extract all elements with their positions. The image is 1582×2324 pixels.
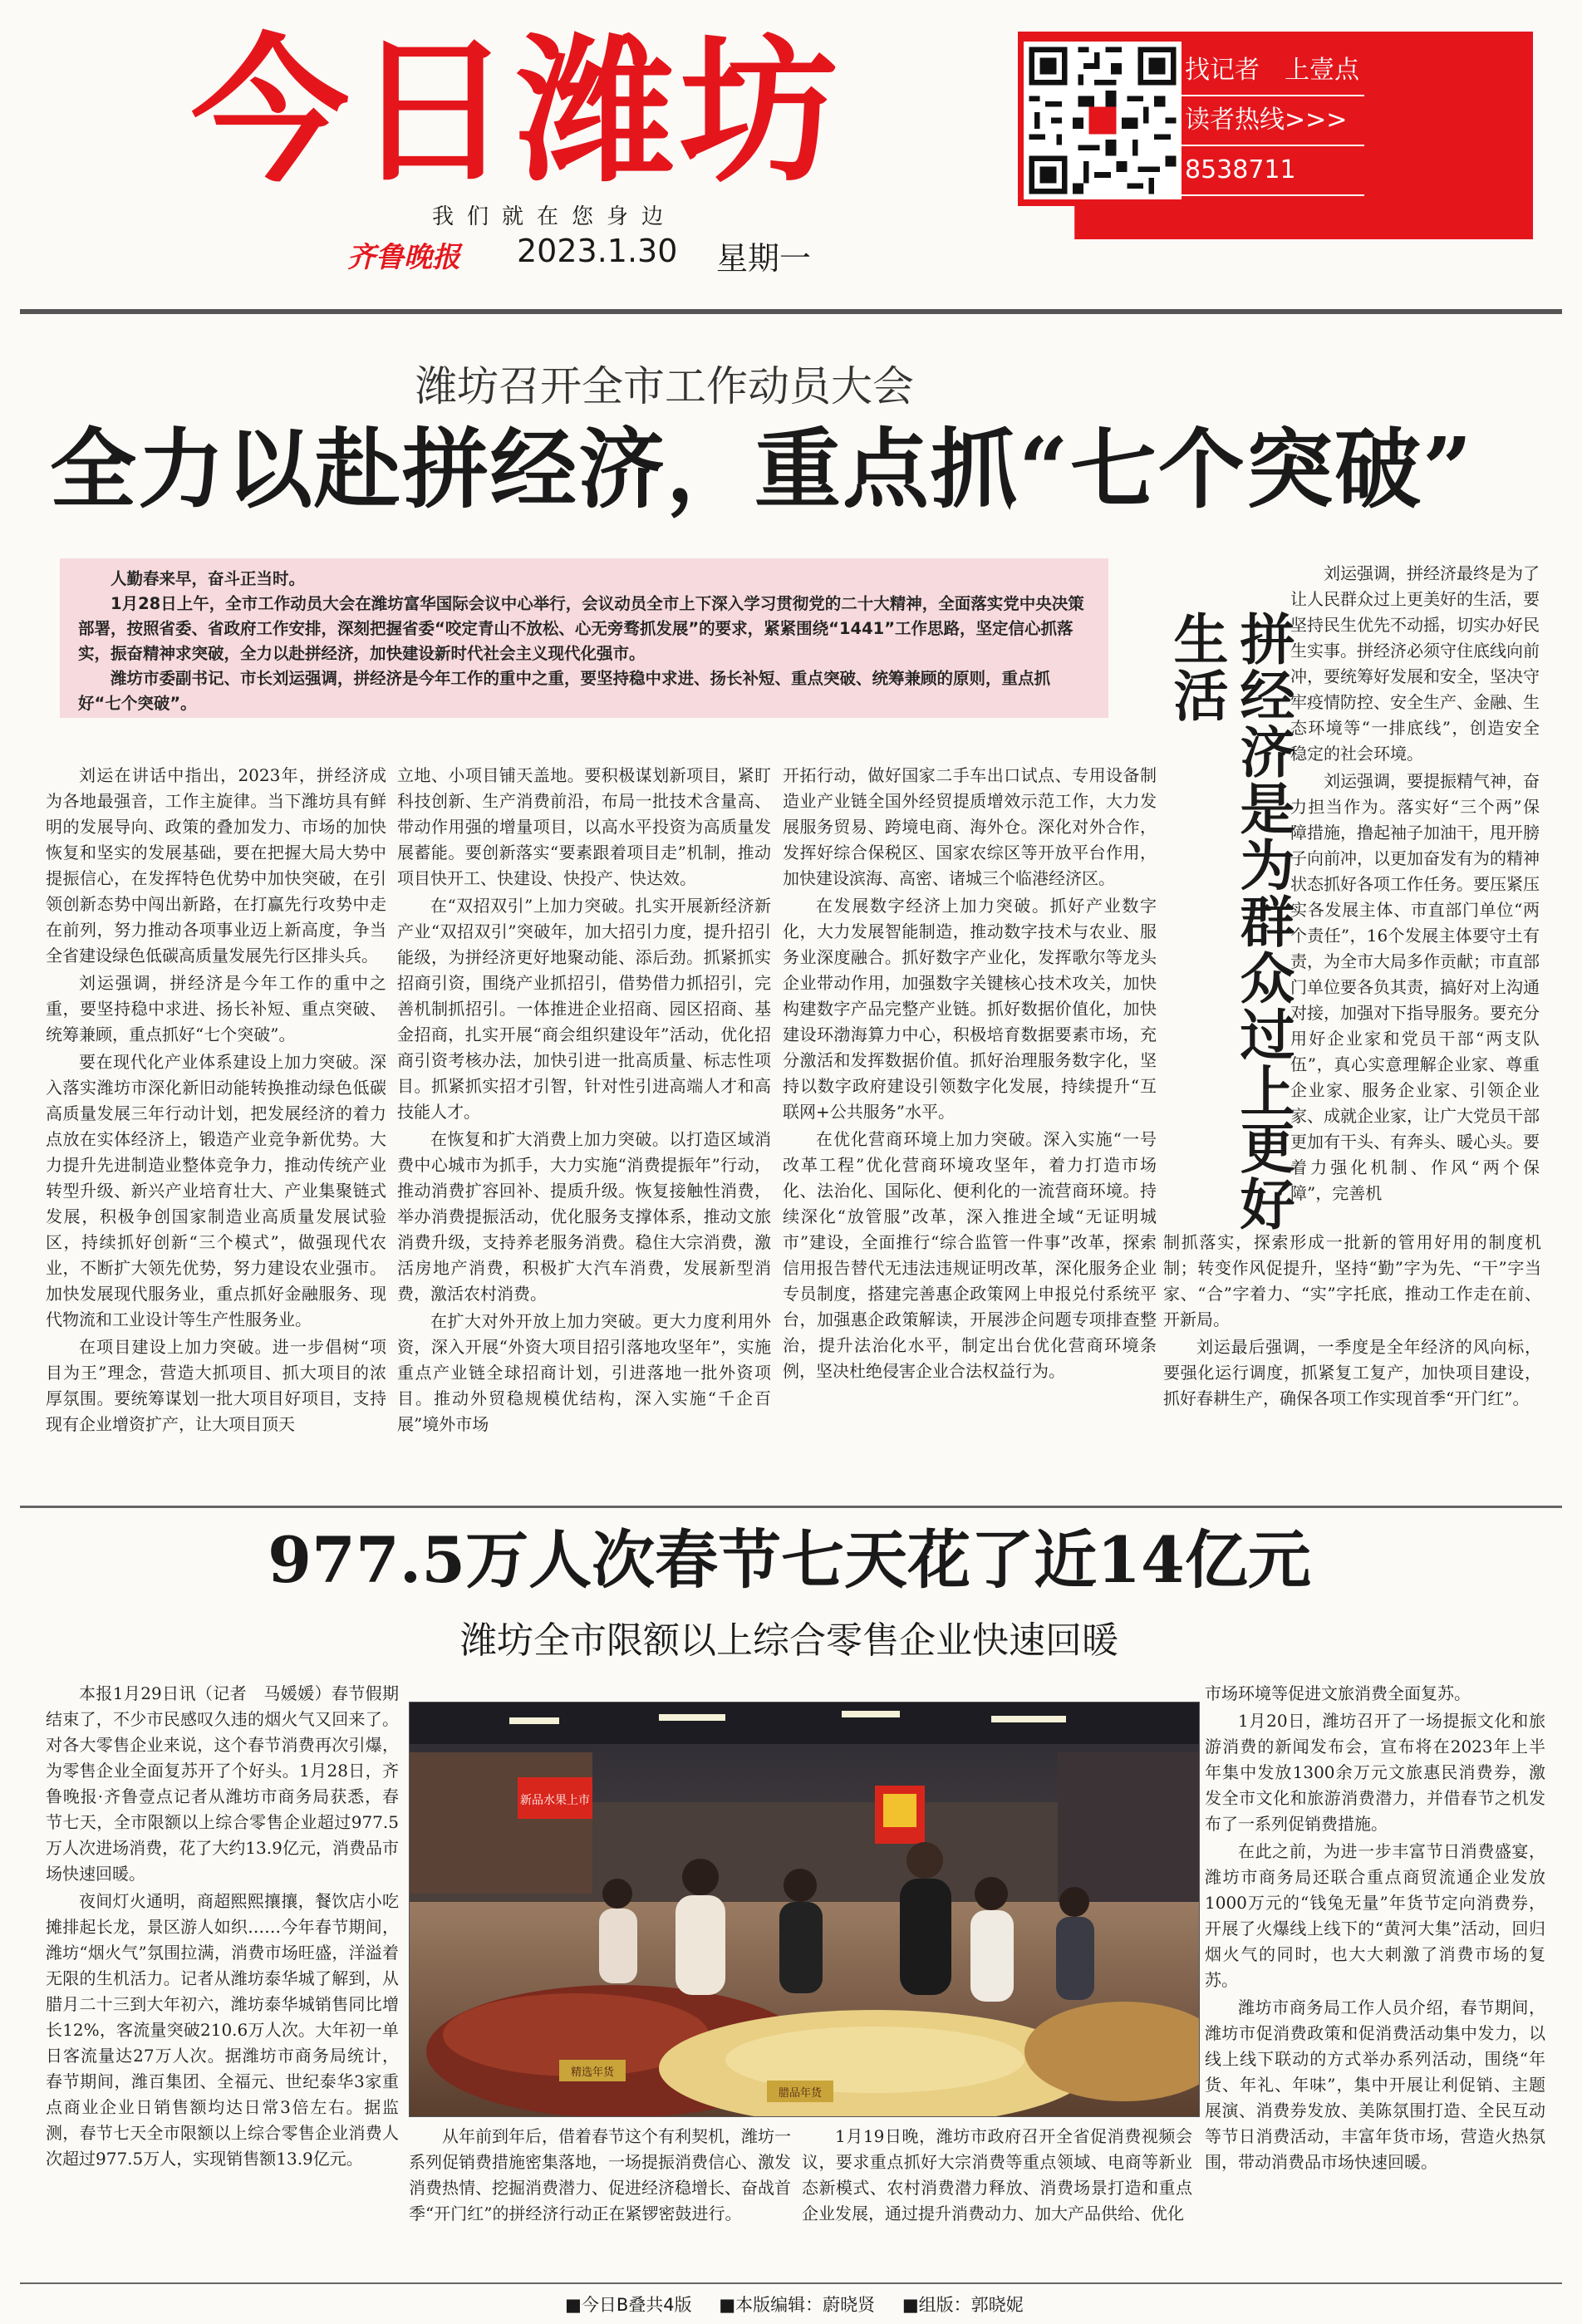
photo-sign-new-year-goods: 精选年货 <box>570 2066 615 2079</box>
lead-column-3 <box>783 763 1157 1386</box>
vertical-subheadline: 拼经济是为群众过上更好生活 <box>1164 611 1295 1232</box>
article-paragraph: 市场环境等促进文旅消费全面复苏。 <box>1205 1683 1471 1703</box>
footer-editor: ■本版编辑：蔚晓贤 <box>719 2295 876 2315</box>
reader-hotline <box>1180 47 1364 196</box>
article-paragraph: 在恢复和扩大消费上加力突破。以打造区域消费中心城市为抓手，大力实施“消费提振年”行动，推动消费扩容回补、提质升级。恢复接触性消费，举办消费提振活动，优化服务支撑体系，推动文旅消费升级，支持养老服务消费。稳住大宗消费，激活房地产消费，积极扩大汽车消费，发展新型消费，激活农村消费。 <box>397 1129 771 1304</box>
article-paragraph: 1月19日晚，潍坊市政府召开全省促消费视频会议，要求重点抓好大宗消费等重点领域、电商等新业态新模式、农村消费潜力释放、消费场景打造和重点企业发展，通过提升消费动力、加大产品供给、优化 <box>802 2126 1192 2223</box>
article-paragraph: 潍坊市商务局工作人员介绍，春节期间，潍坊市促消费政策和促消费活动集中发力，以线上线下联动的方式举办系列活动，围绕“年货、年礼、年味”，集中开展让利促销、主题展演、消费券发放、美陈氛围打造、全民互动等节日消费活动，丰富年货市场，营造火热氛围，带动消费品市场快速回暖。 <box>1205 1997 1545 2172</box>
lead-kicker: 潍坊召开全市工作动员大会 <box>415 362 914 410</box>
section-divider <box>20 1506 1562 1508</box>
masthead-slogan: 我们就在您身边 <box>432 204 677 229</box>
photo-sign-new-fruit: 新品水果上市 <box>520 1794 590 1807</box>
lead-column-2 <box>397 763 771 1439</box>
second-subheadline: 潍坊全市限额以上综合零售企业快速回暖 <box>460 1619 1118 1662</box>
article-paragraph: 在“双招双引”上加力突破。扎实开展新经济新产业“双招双引”突破年，加大招引力度，提升招引能级，为拼经济更好地聚动能、添后劲。抓紧抓实招商引资，围绕产业抓招引，借势借力抓招引，完善机制抓招引。一体推进企业招商、园区招商、基金招商，扎实开展“商会组织建设年”活动，优化招商引资考核办法，加快引进一批高质量、标志性项目。抓紧抓实招才引智，针对性引进高端人才和高技能人才。 <box>397 896 771 1122</box>
second-column-right <box>1205 1681 1545 2177</box>
article-paragraph: 立地、小项目铺天盖地。要积极谋划新项目，紧盯科技创新、生产消费前沿，布局一批技术含量高、带动作用强的增量项目，以高水平投资为高质量发展蓄能。要创新落实“要素跟着项目走”机制，推动项目快开工、快建设、快投产、快达效。 <box>397 765 771 888</box>
photo-sign-cured-goods: 腊品年货 <box>778 2087 823 2100</box>
article-paragraph: 开拓行动，做好国家二手车出口试点、专用设备制造业产业链全国外经贸提质增效示范工作，大力发展服务贸易、跨境电商、海外仓。深化对外合作，发挥好综合保税区、国家农综区等开放平台作用，加快建设滨海、高密、诸城三个临港经济区。 <box>783 765 1157 888</box>
footer-layout: ■组版：郭晓妮 <box>902 2295 1024 2315</box>
supermarket-photo <box>409 1702 1200 2117</box>
contact-line-3[interactable]: 8538711 <box>1180 146 1364 196</box>
article-paragraph: 要在现代化产业体系建设上加力突破。深入落实潍坊市深化新旧动能转换推动绿色低碳高质量发展三年行动计划，把发展经济的着力点放在实体经济上，锻造产业竞争新优势。大力提升先进制造业整体竞争力，推动传统产业转型升级、新兴产业培育壮大、产业集聚链式发展，积极争创国家制造业高质量发展试验区，持续抓好创新“三个模式”，做强现代农业，不断扩大领先优势，努力建设农业强市。加快发展现代服务业，重点抓好金融服务、现代物流和工业设计等生产性服务业。 <box>46 1052 386 1329</box>
lead-right-column <box>1290 561 1540 1208</box>
second-column-below-photo-2 <box>802 2124 1192 2228</box>
article-paragraph: 刘运强调，拼经济是今年工作的重中之重，要坚持稳中求进、扬长补短、重点突破、统筹兼顾，重点抓好“七个突破”。 <box>46 973 386 1044</box>
lead-summary-paragraph: 人勤春来早，奋斗正当时。 <box>111 569 306 588</box>
lead-summary-paragraph: 潍坊市委副书记、市长刘运强调，拼经济是今年工作的重中之重，要坚持稳中求进、扬长补短、重点突破、统筹兼顾的原则，重点抓好“七个突破”。 <box>78 669 1051 713</box>
page-footer <box>565 2292 1045 2317</box>
masthead-title: 今日潍坊 <box>191 20 843 204</box>
issue-date: 2023.1.30 <box>517 233 678 269</box>
article-paragraph: 在项目建设上加力突破。进一步倡树“项目为王”理念，营造大抓项目、抓大项目的浓厚氛围。要统筹谋划一批大项目好项目，支持现有企业增资扩产，让大项目顶天 <box>46 1337 386 1434</box>
second-column-below-photo-1 <box>409 2124 791 2228</box>
brand-logo: 齐鲁晚报 <box>347 241 460 274</box>
article-paragraph: 从年前到年后，借着春节这个有利契机，潍坊一系列促销费措施密集落地，一场提振消费信心、激发消费热情、挖掘消费潜力、促进经济稳增长、奋战首季“开门红”的拼经济行动正在紧锣密鼓进行。 <box>409 2126 791 2223</box>
article-paragraph: 在发展数字经济上加力突破。抓好产业数字化，大力发展智能制造，推动数字技术与农业、服务业深度融合。抓好数字产业化，发挥歌尔等龙头企业带动作用，加强数字关键核心技术攻关，加快构建数字产品完整产业链。抓好数据价值化，加快建设环渤海算力中心，积极培育数据要素市场，充分激活和发挥数据价值。抓好治理服务数字化，坚持以数字政府建设引领数字化发展，持续提升“互联网+公共服务”水平。 <box>783 896 1157 1122</box>
second-headline: 977.5万人次春节七天花了近14亿元 <box>268 1523 1311 1597</box>
article-paragraph: 在此之前，为进一步丰富节日消费盛宴，潍坊市商务局还联合重点商贸流通企业发放1000万元的“钱兔无量”年货节定向消费券，开展了火爆线上线下的“黄河大集”活动，回归烟火气的同时，也大大刺激了消费市场的复苏。 <box>1205 1841 1545 1990</box>
lead-summary-paragraph: 1月28日上午，全市工作动员大会在潍坊富华国际会议中心举行，会议动员全市上下深入学习贯彻党的二十大精神，全面落实党中央决策部署，按照省委、省政府工作安排，深刻把握省委“咬定青山不放松、心无旁骛抓发展”的要求，紧紧围绕“1441”工作思路，坚定信心抓落实，振奋精神求突破，全力以赴拼经济，加快建设新时代社会主义现代化强市。 <box>78 594 1084 663</box>
lead-headline: 全力以赴拼经济，重点抓“七个突破” <box>50 418 1474 520</box>
lead-summary-box <box>60 558 1108 718</box>
article-paragraph: 本报1月29日讯（记者 马媛媛）春节假期结束了，不少市民感叹久违的烟火气又回来了。对各大零售企业来说，这个春节消费再次引爆，为零售企业全面复苏开了个好头。1月28日，齐鲁晚报·齐鲁壹点记者从潍坊市商务局获悉，春节七天，全市限额以上综合零售企业超过977.5万人次进场消费，花了大约13.9亿元，消费品市场快速回暖。 <box>46 1683 399 1884</box>
article-paragraph: 刘运强调，要提振精气神，奋力担当作为。落实好“三个两”保障措施，撸起袖子加油干，甩开膀子向前冲，以更加奋发有为的精神状态抓好各项工作任务。要压紧压实各发展主体、市直部门单位“两个责任”，16个发展主体要守土有责，为全市大局多作贡献；市直部门单位要各负其责，搞好对上沟通对接，加强对下指导服务。要充分用好企业家和党员干部“两支队伍”，真心实意理解企业家、尊重企业家、服务企业家、引领企业家、成就企业家，让广大党员干部更加有干头、有奔头、暖心头。要着力强化机制、作风“两个保障”，完善机 <box>1290 771 1540 1203</box>
article-paragraph: 夜间灯火通明，商超熙熙攘攘，餐饮店小吃摊排起长龙，景区游人如织……今年春节期间，潍坊“烟火气”氛围拉满，消费市场旺盛，洋溢着无限的生机活力。记者从潍坊泰华城了解到，从腊月二十三到大年初六，潍坊泰华城销售同比增长12%，客流量突破210.6万人次。大年初一单日客流量达27万人次。据潍坊市商务局统计，春节期间，潍百集团、全福元、世纪泰华3家重点商业企业日销售额均达日常3倍左右。据监测，春节七天全市限额以上综合零售企业消费人次超过977.5万人，实现销售额13.9亿元。 <box>46 1891 399 2169</box>
article-paragraph: 在优化营商环境上加力突破。深入实施“一号改革工程”优化营商环境攻坚年，着力打造市场化、法治化、国际化、便利化的一流营商环境。持续深化“放管服”改革，深入推进全域“无证明城市”建设，全面推行“综合监管一件事”改革，探索信用报告替代无违法违规证明改革，深化服务企业专员制度，搭建完善惠企政策网上申报兑付系统平台，加强惠企政策解读，开展涉企问题专项排查整治，提升法治化水平，制定出台优化营商环境条例，坚决杜绝侵害企业合法权益行为。 <box>783 1129 1157 1381</box>
issue-weekday: 星期一 <box>716 240 812 277</box>
qr-code-icon[interactable] <box>1024 42 1182 199</box>
article-paragraph: 刘运强调，拼经济最终是为了让人民群众过上更美好的生活，要坚持民生优先不动摇，切实办好民生实事。拼经济必须守住底线向前冲，要统筹好发展和安全，坚决守牢疫情防控、安全生产、金融、生态环境等“一排底线”，创造安全稳定的社会环境。 <box>1290 563 1540 764</box>
footer-section-info: ■今日B叠共4版 <box>565 2295 692 2315</box>
contact-line-1: 找记者 上壹点 <box>1180 47 1364 96</box>
article-paragraph: 在扩大对外开放上加力突破。更大力度利用外资，深入开展“外资大项目招引落地攻坚年”，实施重点产业链全球招商计划，引进落地一批外资项目。推动外贸稳规模优结构，深入实施“千企百展”境外市场 <box>397 1311 771 1434</box>
article-paragraph: 1月20日，潍坊召开了一场提振文化和旅游消费的新闻发布会，宣布将在2023年上半年集中发放1300余万元文旅惠民消费券，激发全市文化和旅游消费潜力，并借春节之机发布了一系列促销费措施。 <box>1205 1711 1545 1834</box>
article-paragraph: 刘运最后强调，一季度是全年经济的风向标，要强化运行调度，抓紧复工复产，加快项目建设，抓好春耕生产，确保各项工作实现首季“开门红”。 <box>1163 1337 1541 1408</box>
lead-column-1 <box>46 763 386 1439</box>
contact-line-2: 读者热线>>> <box>1180 96 1364 146</box>
footer-divider <box>20 2282 1562 2284</box>
article-paragraph: 制抓落实，探索形成一批新的管用好用的制度机制；转变作风促提升，坚持“勤”字为先、“干”字当家、“合”字着力、“实”字托底，推动工作走在前、开新局。 <box>1163 1232 1541 1329</box>
masthead-divider <box>20 309 1562 314</box>
lead-right-column-continued <box>1163 1230 1541 1413</box>
second-column-1 <box>46 1681 399 2174</box>
article-paragraph: 刘运在讲话中指出，2023年，拼经济成为各地最强音，工作主旋律。当下潍坊具有鲜明的发展导向、政策的叠加发力、市场的加快恢复和坚实的发展基础，要在把握大局大势中提振信心，在发挥特色优势中加快突破，在引领创新态势中闯出新路，在打赢先行攻势中走在前列，努力推动各项事业迈上新高度，争当全省建设绿色低碳高质量发展先行区排头兵。 <box>46 765 386 965</box>
